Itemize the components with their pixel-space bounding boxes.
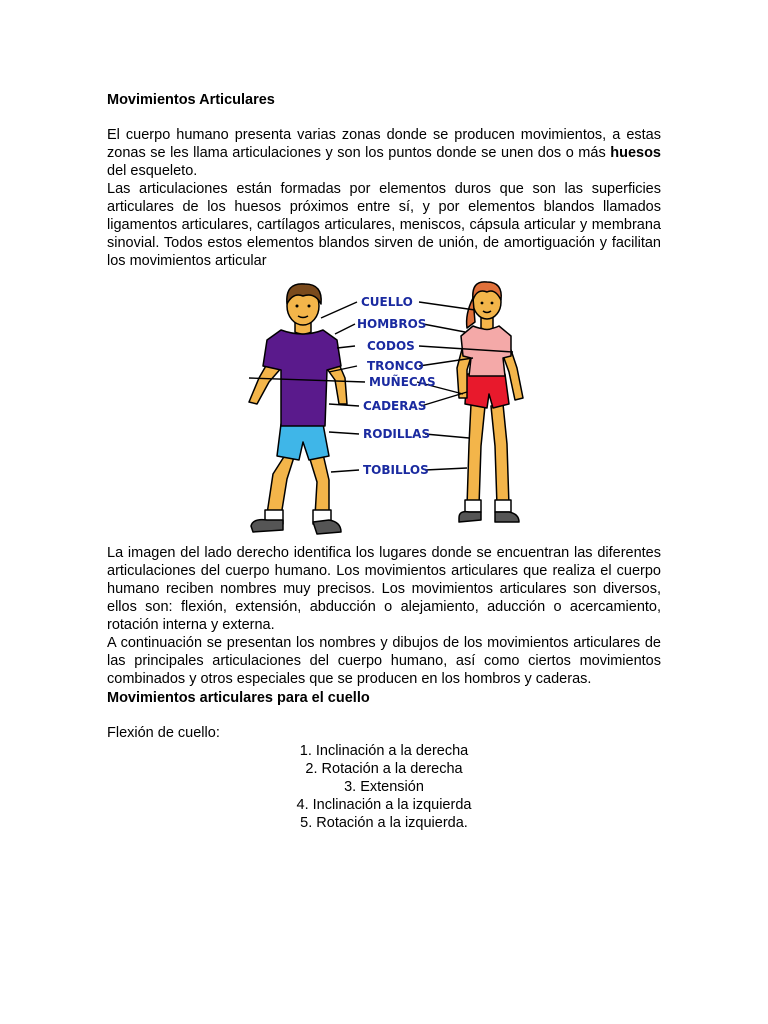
label-codos: CODOS [367, 339, 415, 353]
pointer-cuello-right [419, 302, 475, 310]
label-cuello: CUELLO [361, 295, 413, 309]
list-item: 3. Extensión [344, 779, 424, 795]
pointer-rodillas-left [329, 432, 359, 434]
list-item: 4. Inclinación a la izquierda [296, 797, 472, 813]
intro-text-after: del esqueleto. [107, 163, 198, 179]
flexion-intro: Flexión de cuello: [107, 725, 220, 741]
label-munecas: MUÑECAS [369, 375, 436, 389]
pointer-tobillos-left [331, 470, 359, 472]
pointer-hombros-right [423, 324, 465, 332]
articulations-paragraph: Las articulaciones están formadas por elementos duros que son las superficies articulares de los huesos próximos entre sí, y por elementos blandos llamados ligamentos articulares, cartílagos articulares, meniscos, cápsula articular y membrana sinovial. Todos estos elementos blandos sirven de unión, de amortiguación y facilitan los movimientos articular [107, 181, 661, 269]
neck-movements-list [107, 742, 661, 832]
list-item: 2. Rotación a la derecha [305, 761, 463, 777]
joints-description-paragraph: La imagen del lado derecho identifica los lugares donde se encuentran las diferentes articulaciones del cuerpo humano. Los movimientos articulares que realiza el cuerpo humano reciben nombres muy precisos. Los movimientos articulares son diversos, ellos son: flexión, extensión, abducción o alejamiento, aducción o acercamiento, rotación interna y externa. [107, 545, 661, 633]
list-item: 5. Rotación a la izquierda. [300, 815, 468, 831]
pointer-codos-left [337, 346, 355, 348]
pointer-cuello-left [321, 302, 357, 318]
pointer-caderas-left [329, 404, 359, 406]
pointer-hombros-left [335, 324, 355, 334]
pointer-tobillos-right [425, 468, 467, 470]
intro-text-before: El cuerpo humano presenta varias zonas donde se producen movimientos, a estas zonas se les llama articulaciones y son los puntos donde se unen dos o más [107, 127, 661, 161]
label-hombros: HOMBROS [357, 317, 427, 331]
girl-figure [457, 282, 523, 522]
joints-figure-svg [237, 274, 537, 536]
joints-illustration [107, 274, 661, 536]
movements-intro-paragraph: A continuación se presentan los nombres y dibujos de los movimientos articulares de las principales articulaciones del cuerpo humano, así como ciertos movimientos combinados y otros especiales que se producen en los hombros y caderas. [107, 635, 661, 687]
label-rodillas: RODILLAS [363, 427, 431, 441]
document-body [107, 90, 661, 832]
intro-paragraph [107, 126, 661, 180]
label-tronco: TRONCO [367, 359, 424, 373]
label-tobillos: TOBILLOS [363, 463, 429, 477]
label-caderas: CADERAS [363, 399, 427, 413]
list-item: 1. Inclinación a la derecha [299, 743, 469, 759]
pointer-rodillas-right [425, 434, 469, 438]
pointer-caderas-right [421, 392, 467, 406]
joint-labels [357, 295, 436, 477]
document-title: Movimientos Articulares [107, 92, 275, 108]
section-heading-neck: Movimientos articulares para el cuello [107, 690, 370, 706]
boy-figure [249, 284, 347, 534]
intro-bold-word: huesos [610, 145, 661, 161]
